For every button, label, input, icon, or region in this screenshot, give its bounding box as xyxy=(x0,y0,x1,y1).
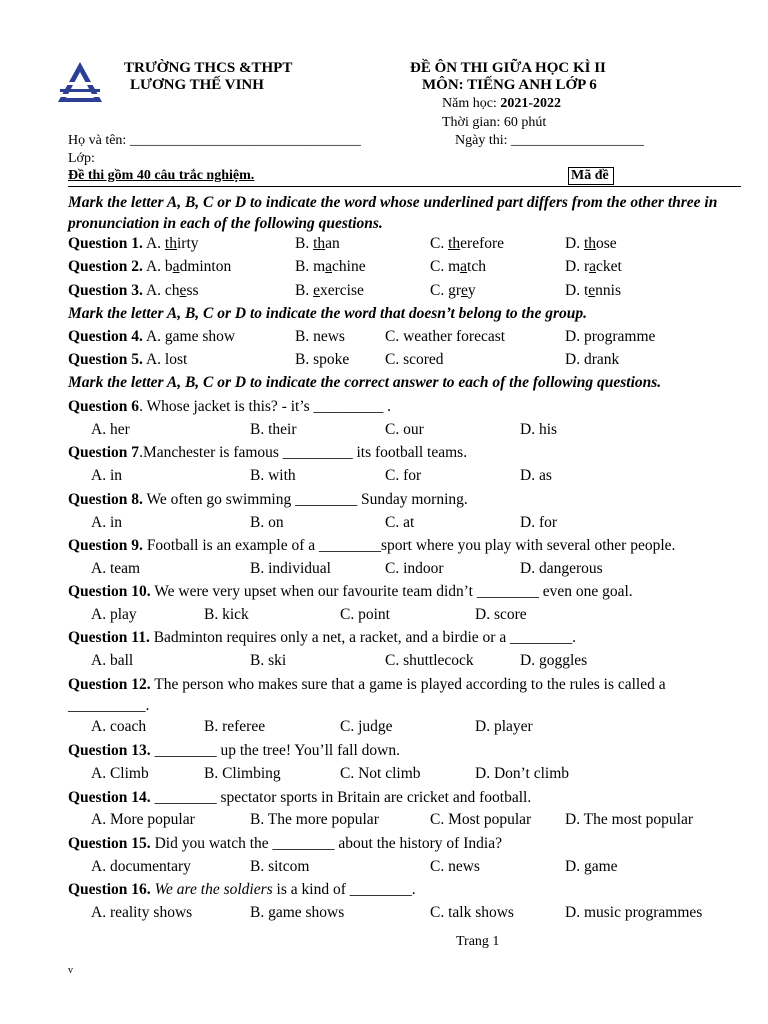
class-field: Lớp: xyxy=(68,151,95,166)
exam-time: Thời gian: 60 phút xyxy=(442,115,547,130)
q1-option-b: B. than xyxy=(295,235,340,252)
q11-option-c: C. shuttlecock xyxy=(385,652,474,669)
q5-option-b: B. spoke xyxy=(295,351,350,368)
question-11: Question 11. Badminton requires only a net, a racket, and a birdie or a ________. xyxy=(68,629,576,646)
q16-option-b: B. game shows xyxy=(250,904,345,921)
total-note: Đề thi gồm 40 câu trắc nghiệm. xyxy=(68,168,255,183)
q16-option-c: C. talk shows xyxy=(430,904,514,921)
school-logo-icon xyxy=(56,60,104,104)
question-14: Question 14. ________ spectator sports in Britain are cricket and football. xyxy=(68,789,532,806)
q7-option-c: C. for xyxy=(385,467,422,484)
q14-option-c: C. Most popular xyxy=(430,811,532,828)
school-name-line2: LƯƠNG THẾ VINH xyxy=(130,77,264,93)
q8-option-b: B. on xyxy=(250,514,284,531)
school-name-line1: TRƯỜNG THCS &THPT xyxy=(124,60,293,76)
exam-title: ĐỀ ÔN THI GIỮA HỌC KÌ II xyxy=(410,60,606,76)
school-year: Năm học: 2021-2022 xyxy=(442,96,561,111)
q16-option-d: D. music programmes xyxy=(565,904,703,921)
question-9: Question 9. Football is an example of a ________sport where you play with several other people. xyxy=(68,537,676,554)
q11-option-a: A. ball xyxy=(91,652,134,669)
q16-option-a: A. reality shows xyxy=(91,904,193,921)
subject: MÔN: TIẾNG ANH LỚP 6 xyxy=(422,77,597,93)
q8-option-c: C. at xyxy=(385,514,415,531)
question-8: Question 8. We often go swimming ________ Sunday morning. xyxy=(68,491,468,508)
question-3: Question 3. A. chess xyxy=(68,282,199,299)
q10-option-a: A. play xyxy=(91,606,137,623)
q9-option-b: B. individual xyxy=(250,560,331,577)
q10-option-d: D. score xyxy=(475,606,527,623)
q7-option-b: B. with xyxy=(250,467,296,484)
exam-code-label: Mã đề xyxy=(571,168,609,183)
q13-option-b: B. Climbing xyxy=(204,765,281,782)
q4-option-b: B. news xyxy=(295,328,345,345)
q8-option-d: D. for xyxy=(520,514,558,531)
footer-mark: v xyxy=(68,965,73,976)
question-10: Question 10. We were very upset when our favourite team didn’t ________ even one goal. xyxy=(68,583,633,600)
q2-option-b: B. machine xyxy=(295,258,366,275)
q13-option-d: D. Don’t climb xyxy=(475,765,569,782)
q9-option-d: D. dangerous xyxy=(520,560,603,577)
question-12: Question 12. The person who makes sure that a game is played according to the rules is called a xyxy=(68,676,666,693)
question-15: Question 15. Did you watch the ________ about the history of India? xyxy=(68,835,502,852)
q2-option-c: C. match xyxy=(430,258,486,275)
q7-option-a: A. in xyxy=(91,467,122,484)
section-2-instruction: Mark the letter A, B, C or D to indicate the word that doesn’t belong to the group. xyxy=(68,305,588,322)
q10-option-c: C. point xyxy=(340,606,390,623)
q5-option-c: C. scored xyxy=(385,351,444,368)
question-1: Question 1. A. thirty xyxy=(68,235,199,252)
question-13: Question 13. ________ up the tree! You’ll fall down. xyxy=(68,742,400,759)
q15-option-d: D. game xyxy=(565,858,618,875)
q3-option-d: D. tennis xyxy=(565,282,621,299)
q6-option-d: D. his xyxy=(520,421,558,438)
q12-option-b: B. referee xyxy=(204,718,266,735)
q2-option-d: D. racket xyxy=(565,258,622,275)
q11-option-b: B. ski xyxy=(250,652,287,669)
q13-option-c: C. Not climb xyxy=(340,765,421,782)
q14-option-b: B. The more popular xyxy=(250,811,379,828)
q6-option-a: A. her xyxy=(91,421,130,438)
q3-option-b: B. exercise xyxy=(295,282,364,299)
q12-option-c: C. judge xyxy=(340,718,393,735)
q15-option-a: A. documentary xyxy=(91,858,191,875)
q6-option-c: C. our xyxy=(385,421,424,438)
question-6: Question 6. Whose jacket is this? - it’s _________ . xyxy=(68,398,392,415)
q15-option-c: C. news xyxy=(430,858,480,875)
q12-option-a: A. coach xyxy=(91,718,147,735)
q9-option-c: C. indoor xyxy=(385,560,444,577)
q6-option-b: B. their xyxy=(250,421,297,438)
q10-option-b: B. kick xyxy=(204,606,249,623)
q9-option-a: A. team xyxy=(91,560,141,577)
q11-option-d: D. goggles xyxy=(520,652,588,669)
name-field: Họ và tên: _________________________________ xyxy=(68,133,361,148)
question-5: Question 5. A. lost xyxy=(68,351,188,368)
q4-option-c: C. weather forecast xyxy=(385,328,506,345)
q14-option-d: D. The most popular xyxy=(565,811,694,828)
date-field: Ngày thi: ___________________ xyxy=(455,133,644,148)
page-number: Trang 1 xyxy=(456,934,500,949)
q3-option-c: C. grey xyxy=(430,282,476,299)
question-2: Question 2. A. badminton xyxy=(68,258,232,275)
question-7: Question 7.Manchester is famous _________ its football teams. xyxy=(68,444,468,461)
header-divider xyxy=(68,186,741,187)
q4-option-d: D. programme xyxy=(565,328,656,345)
question-4: Question 4. A. game show xyxy=(68,328,236,345)
q5-option-d: D. drank xyxy=(565,351,620,368)
q1-option-c: C. therefore xyxy=(430,235,505,252)
q8-option-a: A. in xyxy=(91,514,122,531)
question-16: Question 16. We are the soldiers is a kind of ________. xyxy=(68,881,416,898)
q1-option-d: D. those xyxy=(565,235,617,252)
q15-option-b: B. sitcom xyxy=(250,858,310,875)
section-3-instruction: Mark the letter A, B, C or D to indicate the correct answer to each of the following questions. xyxy=(68,374,662,391)
question-12-blank: __________. xyxy=(68,697,150,714)
q7-option-d: D. as xyxy=(520,467,552,484)
q12-option-d: D. player xyxy=(475,718,533,735)
q13-option-a: A. Climb xyxy=(91,765,149,782)
section-1-instruction: Mark the letter A, B, C or D to indicate the word whose underlined part differs from the other three in pronunciation in each of the following questions. xyxy=(68,194,718,232)
q14-option-a: A. More popular xyxy=(91,811,195,828)
